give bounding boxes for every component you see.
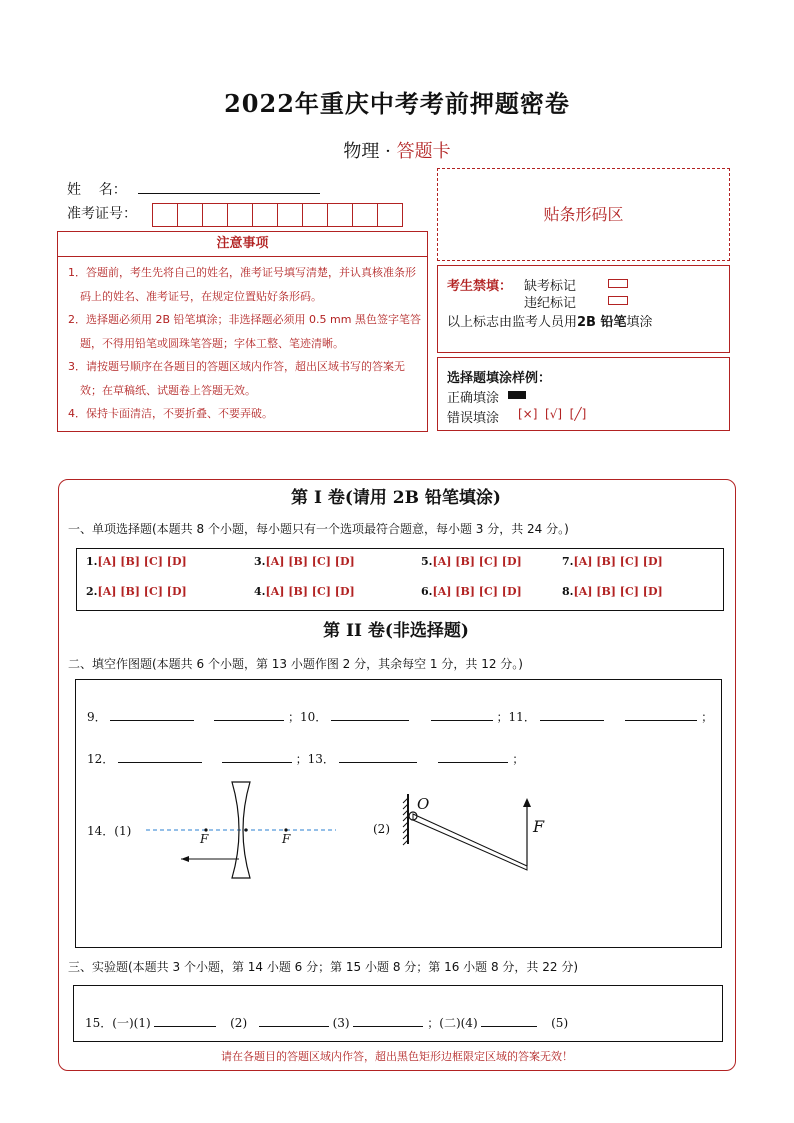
- violation-label: 违纪标记: [524, 296, 577, 311]
- concave-lens-diagram[interactable]: [136, 780, 366, 885]
- notice-item: 4．保持卡面清洁，不要折叠、不要弄破。: [68, 407, 273, 420]
- mc-question-4[interactable]: 4.[A] [B] [C] [D]: [254, 585, 355, 598]
- answer-blank[interactable]: [481, 1014, 537, 1027]
- answer-blank[interactable]: [222, 750, 292, 763]
- fill-row-1: 9． ；10． ；11． ；: [87, 710, 714, 724]
- notice-box: [57, 256, 428, 432]
- focal-label-right: F: [282, 832, 291, 846]
- answer-blank[interactable]: [154, 1014, 216, 1027]
- barcode-label: 贴条形码区: [543, 205, 624, 224]
- force-label: F: [533, 817, 545, 836]
- page-title: 2022年重庆中考考前押题密卷: [224, 89, 570, 118]
- footnote: 请在各题目的答题区域内作答，超出黑色矩形边框限定区域的答案无效！: [221, 1050, 573, 1063]
- mc-question-5[interactable]: 5.[A] [B] [C] [D]: [421, 555, 522, 568]
- mc-question-8[interactable]: 8.[A] [B] [C] [D]: [562, 585, 663, 598]
- focal-label-left: F: [200, 832, 209, 846]
- answer-blank[interactable]: [110, 708, 194, 721]
- mc-question-2[interactable]: 2.[A] [B] [C] [D]: [86, 585, 187, 598]
- mc-question-1[interactable]: 1.[A] [B] [C] [D]: [86, 555, 187, 568]
- lever-bar: [413, 814, 527, 870]
- answer-blank[interactable]: [339, 750, 417, 763]
- absent-label: 缺考标记: [524, 279, 577, 294]
- answer-blank[interactable]: [540, 708, 604, 721]
- part2-title: 第 II 卷(非选择题): [323, 621, 469, 641]
- correct-fill-sample: [508, 391, 526, 399]
- answer-blank[interactable]: [331, 708, 409, 721]
- name-label: 姓 名：: [67, 182, 127, 198]
- prohibit-box: [437, 265, 730, 353]
- notice-title: 注意事项: [216, 236, 269, 251]
- absent-mark[interactable]: [608, 279, 628, 288]
- mc-box: [76, 548, 724, 611]
- wrong-label: 错误填涂: [447, 411, 500, 426]
- section2-title: 二、填空作图题(本题共 6 个小题，第 13 小题作图 2 分，其余每空 1 分，共 12 分。): [68, 657, 523, 671]
- force-arrowhead: [523, 798, 531, 807]
- section3-title: 三、实验题(本题共 3 个小题，第 14 小题 6 分；第 15 小题 8 分；第 16 小题 8 分，共 22 分): [68, 960, 579, 974]
- fill-row-2: 12． ；13． ；: [87, 752, 525, 766]
- answer-blank[interactable]: [431, 708, 493, 721]
- answer-blank[interactable]: [438, 750, 508, 763]
- id-cells[interactable]: [152, 203, 402, 227]
- subject-label: 物理: [343, 141, 380, 162]
- sample-box: [437, 357, 730, 431]
- answer-blank[interactable]: [214, 708, 284, 721]
- part1-title: 第 I 卷(请用 2B 铅笔填涂): [291, 488, 501, 508]
- notice-item: 1．答题前，考生先将自己的姓名，准考证号填写清楚，并认真核准条形码上的姓名、准考证号，在规定位置贴好条形码。: [68, 266, 416, 303]
- mc-question-6[interactable]: 6.[A] [B] [C] [D]: [421, 585, 522, 598]
- mc-question-7[interactable]: 7.[A] [B] [C] [D]: [562, 555, 663, 568]
- violation-mark[interactable]: [608, 296, 628, 305]
- prohibit-note: 以上标志由监考人员用2B 铅笔填涂: [447, 315, 653, 330]
- ray-arrowhead: [181, 856, 189, 862]
- answer-blank[interactable]: [625, 708, 697, 721]
- correct-label: 正确填涂: [447, 391, 500, 406]
- barcode-area: [437, 168, 730, 261]
- pivot-label: O: [417, 795, 430, 813]
- id-label: 准考证号：: [67, 206, 137, 222]
- q14-part1-label: 14．(1): [87, 824, 132, 838]
- card-label: 答题卡: [396, 141, 451, 162]
- prohibit-label: 考生禁填：: [447, 279, 513, 294]
- name-field[interactable]: [138, 193, 320, 194]
- notice-item: 3．请按题号顺序在各题目的答题区域内作答，超出区域书写的答案无效；在草稿纸、试题卷上答题无效。: [68, 360, 405, 397]
- lens-center-point: [244, 828, 247, 831]
- subtitle: [0, 137, 794, 163]
- mc-question-3[interactable]: 3.[A] [B] [C] [D]: [254, 555, 355, 568]
- q15-row: 15．(一)(1) (2) (3) ；(二)(4) (5): [85, 1016, 569, 1030]
- sample-title: 选择题填涂样例：: [447, 371, 552, 386]
- subtitle-dot: ·: [385, 141, 391, 162]
- q14-part2-label: (2): [373, 822, 390, 836]
- answer-blank[interactable]: [353, 1014, 423, 1027]
- section1-title: 一、单项选择题(本题共 8 个小题，每小题只有一个选项最符合题意，每小题 3 分，共 24 分。): [68, 522, 569, 536]
- notice-item: 2．选择题必须用 2B 铅笔填涂；非选择题必须用 0.5 mm 黑色签字笔答题，不得用铅笔或圆珠笔答题；字体工整、笔迹清晰。: [68, 313, 421, 350]
- notice-header-box: [57, 231, 428, 257]
- fill-box: [75, 679, 722, 948]
- experiment-box: [73, 985, 723, 1042]
- answer-blank[interactable]: [259, 1014, 329, 1027]
- answer-blank[interactable]: [118, 750, 202, 763]
- wrong-samples: [×] [√] [╱]: [518, 407, 587, 421]
